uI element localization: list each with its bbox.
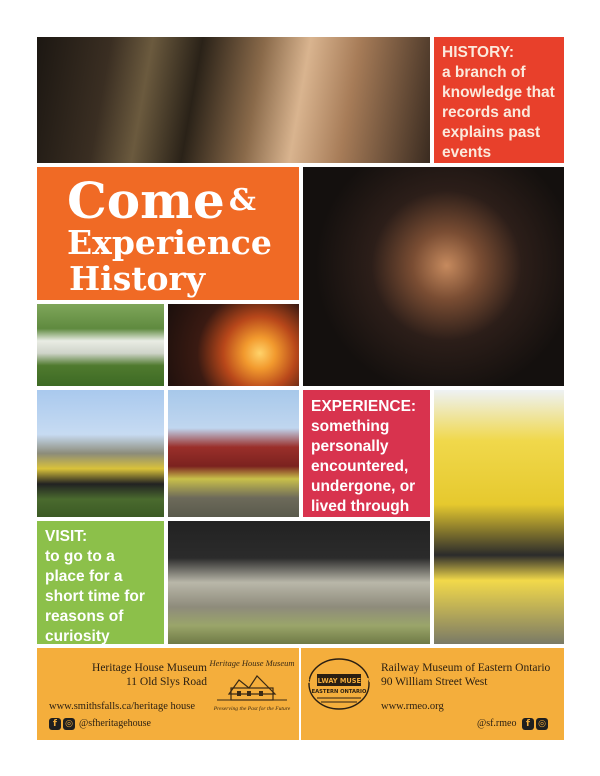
railway-logo-line2: EASTERN ONTARIO <box>311 689 367 695</box>
instagram-icon[interactable]: ◎ <box>63 718 75 730</box>
footer-panel <box>37 648 564 740</box>
railway-museum-address: 90 William Street West <box>381 676 488 688</box>
heritage-logo-title: Heritage House Museum <box>209 658 295 668</box>
photo-locomotive <box>37 390 164 517</box>
headline-ampersand: & <box>228 183 256 218</box>
visit-term: VISIT: <box>45 528 88 545</box>
history-definition-box <box>434 37 564 163</box>
photo-railway-volunteers <box>168 521 430 644</box>
headline-line3: History <box>69 259 206 298</box>
visit-definition: to go to a place for a short time for reasons of curiosity <box>45 548 145 644</box>
experience-definition: something personally encountered, undergone, or lived through <box>311 418 416 515</box>
headline-line2: Experience <box>67 223 272 262</box>
heritage-house-handle[interactable]: @sfheritagehouse <box>79 718 151 729</box>
photo-lantern-dinner <box>303 167 564 386</box>
photo-red-caboose <box>168 390 299 517</box>
heritage-house-name: Heritage House Museum <box>92 662 207 674</box>
heritage-house-url[interactable]: www.smithsfalls.ca/heritage house <box>49 701 195 712</box>
railway-museum-url[interactable]: www.rmeo.org <box>381 701 444 712</box>
headline-box <box>37 167 299 300</box>
experience-term: EXPERIENCE: <box>311 398 417 415</box>
railway-museum-name: Railway Museum of Eastern Ontario <box>381 662 551 674</box>
photo-painting-viewers <box>37 37 430 163</box>
visit-definition-box <box>37 521 164 644</box>
photo-yellow-railcar <box>434 390 564 644</box>
heritage-house-address: 11 Old Slys Road <box>125 676 207 688</box>
photo-fireplace-cooking <box>168 304 299 386</box>
facebook-icon[interactable]: f <box>49 718 61 730</box>
history-term: HISTORY: <box>442 44 515 61</box>
experience-definition-box <box>303 390 430 517</box>
photo-heritage-house <box>37 304 164 386</box>
history-definition: a branch of knowledge that records and explains past events <box>442 64 555 161</box>
facebook-icon-rmeo[interactable]: f <box>522 718 534 730</box>
railway-museum-handle[interactable]: @sf.rmeo <box>477 718 517 729</box>
footer-divider <box>299 648 301 740</box>
railway-museum-logo <box>307 656 371 712</box>
heritage-logo-tagline: Preserving the Past for the Future <box>213 706 291 712</box>
instagram-icon-rmeo[interactable]: ◎ <box>536 718 548 730</box>
headline-line1: Come & <box>67 171 256 230</box>
railway-logo-line1: RAILWAY MUSEUM <box>307 677 371 685</box>
